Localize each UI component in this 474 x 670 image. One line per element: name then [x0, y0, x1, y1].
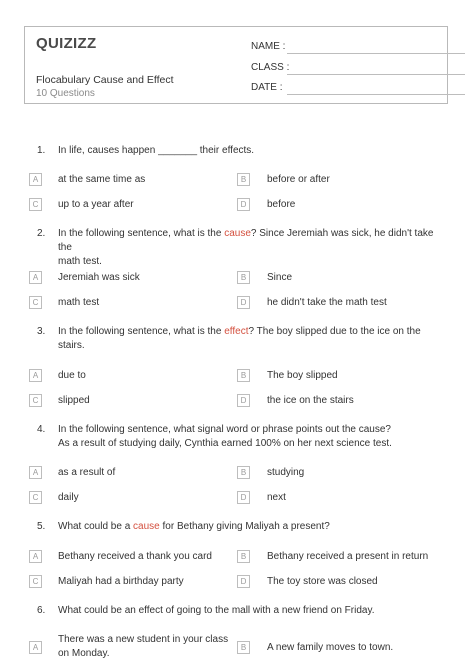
option-d-text: next [267, 492, 286, 503]
option-b-box[interactable]: B [237, 173, 250, 186]
question-text: In the following sentence, what is the cause? Since Jeremiah was sick, he didn't take the math test. [58, 228, 434, 267]
highlight-word: cause [133, 521, 160, 532]
option-a-text: due to [58, 370, 86, 381]
question-number: 6. [37, 605, 46, 616]
option-a-box[interactable]: A [29, 369, 42, 382]
option-d-text: the ice on the stairs [267, 395, 354, 406]
option-c-box[interactable]: C [29, 575, 42, 588]
question-text: What could be an effect of going to the mall with a new friend on Friday. [58, 605, 375, 616]
question-number: 2. [37, 228, 46, 239]
option-d-box[interactable]: D [237, 198, 250, 211]
option-a-box[interactable]: A [29, 641, 42, 654]
highlight-word: cause [224, 228, 251, 239]
option-c-box[interactable]: C [29, 394, 42, 407]
option-b-text: Since [267, 272, 293, 283]
class-label: CLASS : [251, 62, 290, 73]
question-number: 1. [37, 145, 46, 156]
name-label: NAME : [251, 41, 286, 52]
quizizz-logo: QUIZIZZ [36, 35, 97, 52]
option-b-text: Bethany received a present in return [267, 551, 429, 562]
option-a-text: as a result of [58, 467, 116, 478]
option-c-box[interactable]: C [29, 491, 42, 504]
option-d-box[interactable]: D [237, 296, 250, 309]
class-line [287, 74, 465, 75]
option-c-text: daily [58, 492, 79, 503]
option-a-text: Bethany received a thank you card [58, 551, 212, 562]
option-b-text: The boy slipped [267, 370, 338, 381]
option-b-box[interactable]: B [237, 369, 250, 382]
option-b-text: studying [267, 467, 305, 478]
highlight-word: effect [224, 326, 249, 337]
worksheet-subtitle: 10 Questions [36, 88, 95, 99]
question-number: 4. [37, 424, 46, 435]
option-c-text: up to a year after [58, 199, 134, 210]
option-a-box[interactable]: A [29, 550, 42, 563]
option-a-box[interactable]: A [29, 271, 42, 284]
option-b-text: A new family moves to town. [267, 642, 394, 653]
option-c-text: Maliyah had a birthday party [58, 576, 184, 587]
question-text: What could be a cause for Bethany giving Maliyah a present? [58, 521, 330, 532]
question-number: 3. [37, 326, 46, 337]
option-d-box[interactable]: D [237, 394, 250, 407]
option-d-text: The toy store was closed [267, 576, 378, 587]
option-a-text: Jeremiah was sick [58, 272, 140, 283]
option-d-text: before [267, 199, 296, 210]
option-d-box[interactable]: D [237, 575, 250, 588]
option-b-text: before or after [267, 174, 330, 185]
option-c-box[interactable]: C [29, 296, 42, 309]
option-a-box[interactable]: A [29, 466, 42, 479]
option-b-box[interactable]: B [237, 271, 250, 284]
option-b-box[interactable]: B [237, 466, 250, 479]
question-text: In the following sentence, what is the effect? The boy slipped due to the ice on the stairs. [58, 326, 421, 351]
name-line [287, 53, 465, 54]
option-b-box[interactable]: B [237, 641, 250, 654]
question-number: 5. [37, 521, 46, 532]
worksheet-title: Flocabulary Cause and Effect [36, 74, 174, 86]
option-d-text: he didn't take the math test [267, 297, 387, 308]
option-d-box[interactable]: D [237, 491, 250, 504]
date-line [287, 94, 465, 95]
option-c-box[interactable]: C [29, 198, 42, 211]
option-c-text: math test [58, 297, 100, 308]
option-a-text: at the same time as [58, 174, 146, 185]
option-a-box[interactable]: A [29, 173, 42, 186]
question-text: In life, causes happen _______ their effects. [58, 145, 255, 156]
option-a-text: There was a new student in your class on Monday. [58, 634, 229, 659]
worksheet-header [24, 26, 448, 104]
option-b-box[interactable]: B [237, 550, 250, 563]
question-text: In the following sentence, what signal word or phrase points out the cause? As a result of studying daily, Cynthia earned 100% on her next science test. [58, 424, 392, 449]
option-c-text: slipped [58, 395, 90, 406]
date-label: DATE : [251, 82, 283, 93]
